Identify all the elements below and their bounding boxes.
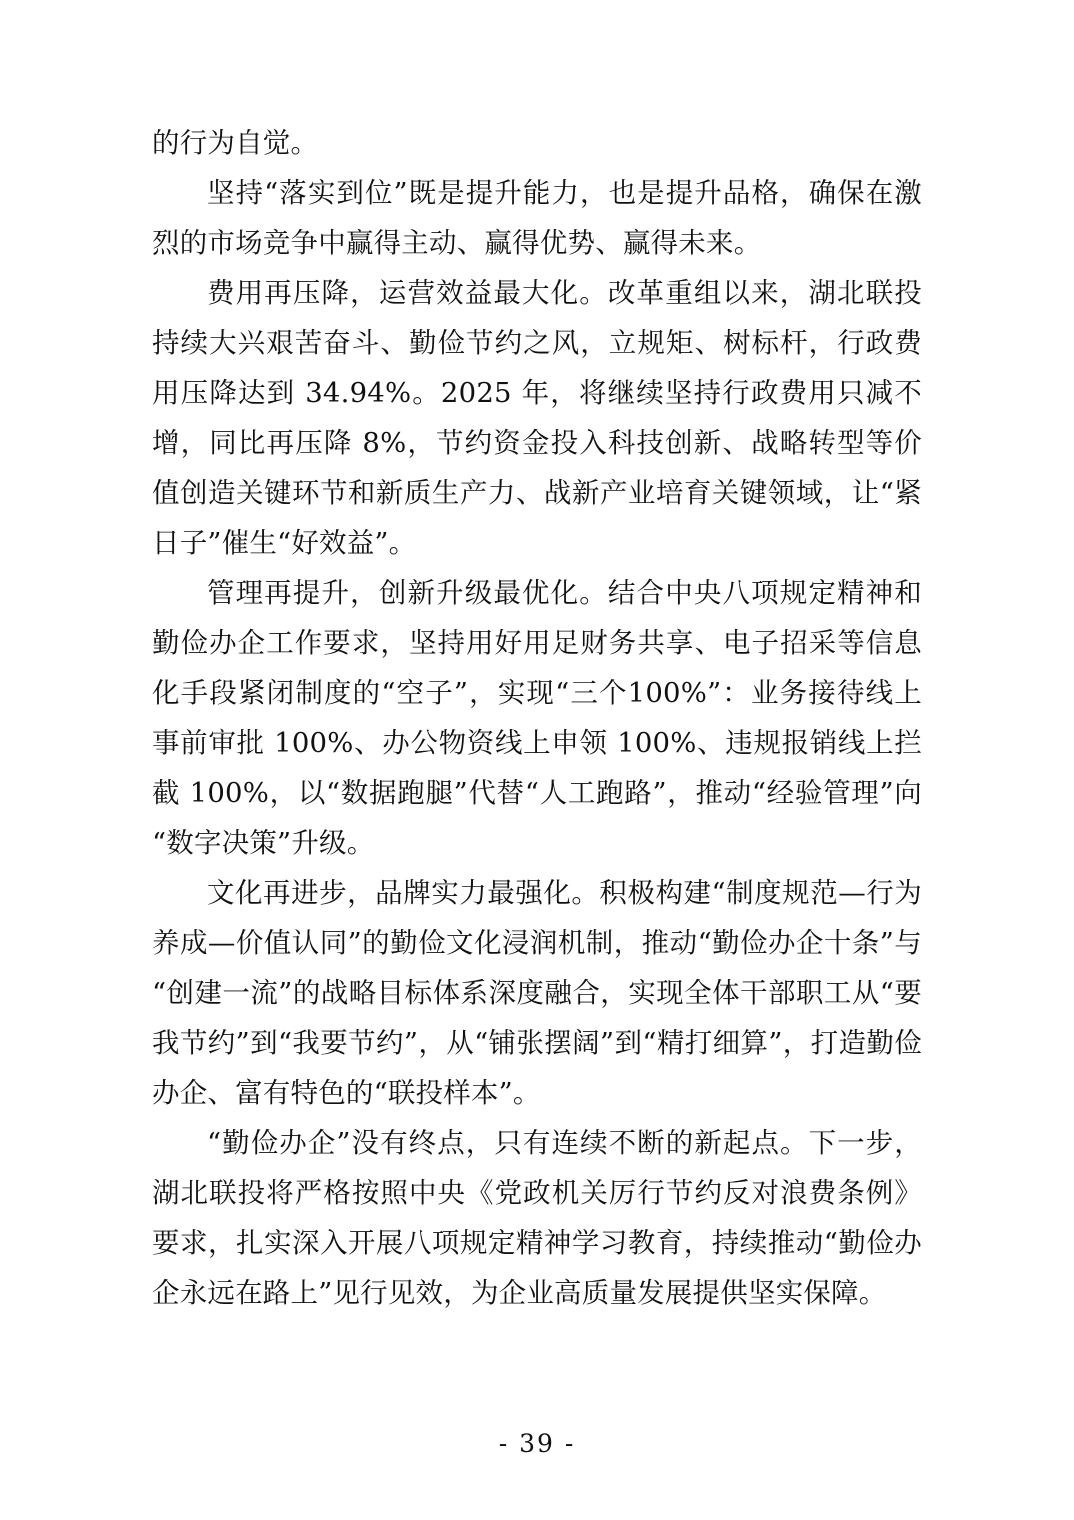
paragraph-4: 管理再提升，创新升级最优化。结合中央八项规定精神和勤俭办企工作要求，坚持用好用足财务共享、电子招采等信息化手段紧闭制度的“空子”，实现“三个100%”：业务接待线上事前审批 100%、办公物资线上申领 100%、违规报销线上拦截 100%，以“数据跑腿”代替“人工跑路”，推动“经验管理”向“数字决策”升级。 bbox=[152, 577, 922, 859]
document-body bbox=[152, 118, 922, 1318]
paragraph-6: “勤俭办企”没有终点，只有连续不断的新起点。下一步，湖北联投将严格按照中央《党政机关厉行节约反对浪费条例》要求，扎实深入开展八项规定精神学习教育，持续推动“勤俭办企永远在路上”见行见效，为企业高质量发展提供坚实保障。 bbox=[152, 1127, 922, 1309]
page-number: - 39 - bbox=[498, 1429, 576, 1458]
paragraph-5: 文化再进步，品牌实力最强化。积极构建“制度规范—行为养成—价值认同”的勤俭文化浸润机制，推动“勤俭办企十条”与“创建一流”的战略目标体系深度融合，实现全体干部职工从“要我节约”到“我要节约”，从“铺张摆阔”到“精打细算”，打造勤俭办企、富有特色的“联投样本”。 bbox=[152, 877, 922, 1109]
paragraph-3: 费用再压降，运营效益最大化。改革重组以来，湖北联投持续大兴艰苦奋斗、勤俭节约之风，立规矩、树标杆，行政费用压降达到 34.94%。2025 年，将继续坚持行政费用只减不增，同比再压降 8%，节约资金投入科技创新、战略转型等价值创造关键环节和新质生产力、战新产业培育关键领域，让“紧日子”催生“好效益”。 bbox=[152, 277, 923, 559]
paragraph-2: 坚持“落实到位”既是提升能力，也是提升品格，确保在激烈的市场竞争中赢得主动、赢得优势、赢得未来。 bbox=[152, 177, 922, 259]
paragraph-1: 的行为自觉。 bbox=[152, 127, 319, 159]
